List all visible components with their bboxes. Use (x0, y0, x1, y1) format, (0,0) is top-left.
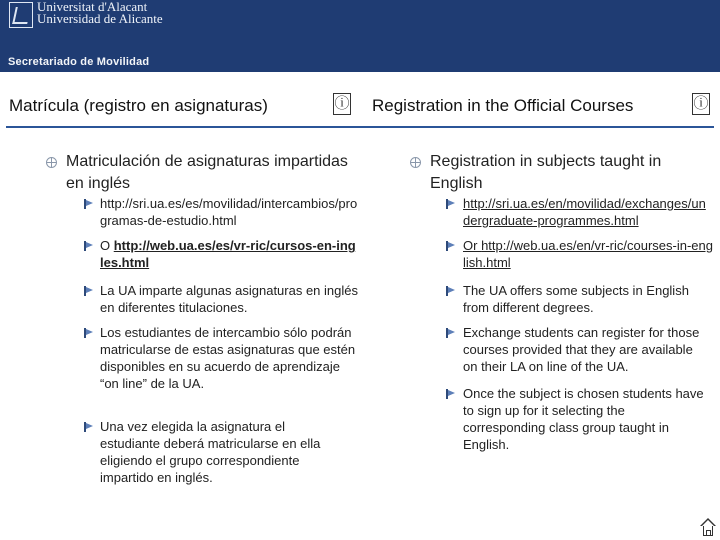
flag-bullet-icon (446, 286, 455, 296)
list-item: Exchange students can register for those courses provided that they are available on their LA on line of the UA. (463, 325, 700, 374)
list-item: Una vez elegida la asignatura el estudiante deberá matricularse en ella eligiendo el grupo correspondiente impartido en inglés. (100, 419, 321, 485)
flag-bullet-icon (84, 241, 93, 251)
link-sri-es[interactable]: http://sri.ua.es/es/movilidad/intercambios/programas-de-estudio.html (100, 196, 358, 228)
link-prefix: O (100, 238, 114, 253)
right-heading: Registration in subjects taught in English (430, 153, 662, 192)
flag-bullet-icon (446, 199, 455, 209)
list-item: The UA offers some subjects in English from different degrees. (463, 283, 689, 315)
flag-bullet-icon (84, 422, 93, 432)
link-prefix: Or (463, 238, 482, 253)
link-sri-en[interactable]: http://sri.ua.es/en/movilidad/exchanges/undergraduate-programmes.html (463, 196, 706, 228)
university-name-es: Universidad de Alicante (37, 11, 163, 26)
list-item (463, 237, 713, 271)
info-icon[interactable]: ⓘ (692, 93, 710, 115)
left-column-title: Matrícula (registro en asignaturas) (9, 96, 268, 115)
info-icon[interactable]: ⓘ (333, 93, 351, 115)
flag-bullet-icon (84, 199, 93, 209)
divider (6, 126, 714, 128)
flag-bullet-icon (84, 286, 93, 296)
header-banner (0, 0, 720, 72)
bullet-icon (410, 157, 421, 168)
flag-bullet-icon (446, 241, 455, 251)
link-courses-in-english[interactable]: http://web.ua.es/en/vr-ric/courses-in-english.html (463, 238, 713, 270)
office-name: Secretariado de Movilidad (8, 56, 150, 68)
right-column-title: Registration in the Official Courses (372, 96, 634, 115)
left-heading: Matriculación de asignaturas impartidas en inglés (66, 153, 348, 192)
list-item (100, 237, 358, 271)
list-item: Los estudiantes de intercambio sólo podrán matricularse de estas asignaturas que estén disponibles en su acuerdo de aprendizaje “on line” de la UA. (100, 325, 356, 391)
link-cursos-en-ingles[interactable]: http://web.ua.es/es/vr-ric/cursos-en-ingles.html (100, 238, 356, 270)
university-logo-icon (9, 2, 33, 28)
list-item: La UA imparte algunas asignaturas en inglés en diferentes titulaciones. (100, 283, 358, 315)
flag-bullet-icon (446, 328, 455, 338)
list-item: Once the subject is chosen students have to sign up for it selecting the corresponding class group taught in English. (463, 386, 704, 452)
home-icon[interactable] (700, 518, 716, 536)
bullet-icon (46, 157, 57, 168)
flag-bullet-icon (446, 389, 455, 399)
university-name-ca: Universitat d'Alacant (37, 0, 148, 14)
flag-bullet-icon (84, 328, 93, 338)
